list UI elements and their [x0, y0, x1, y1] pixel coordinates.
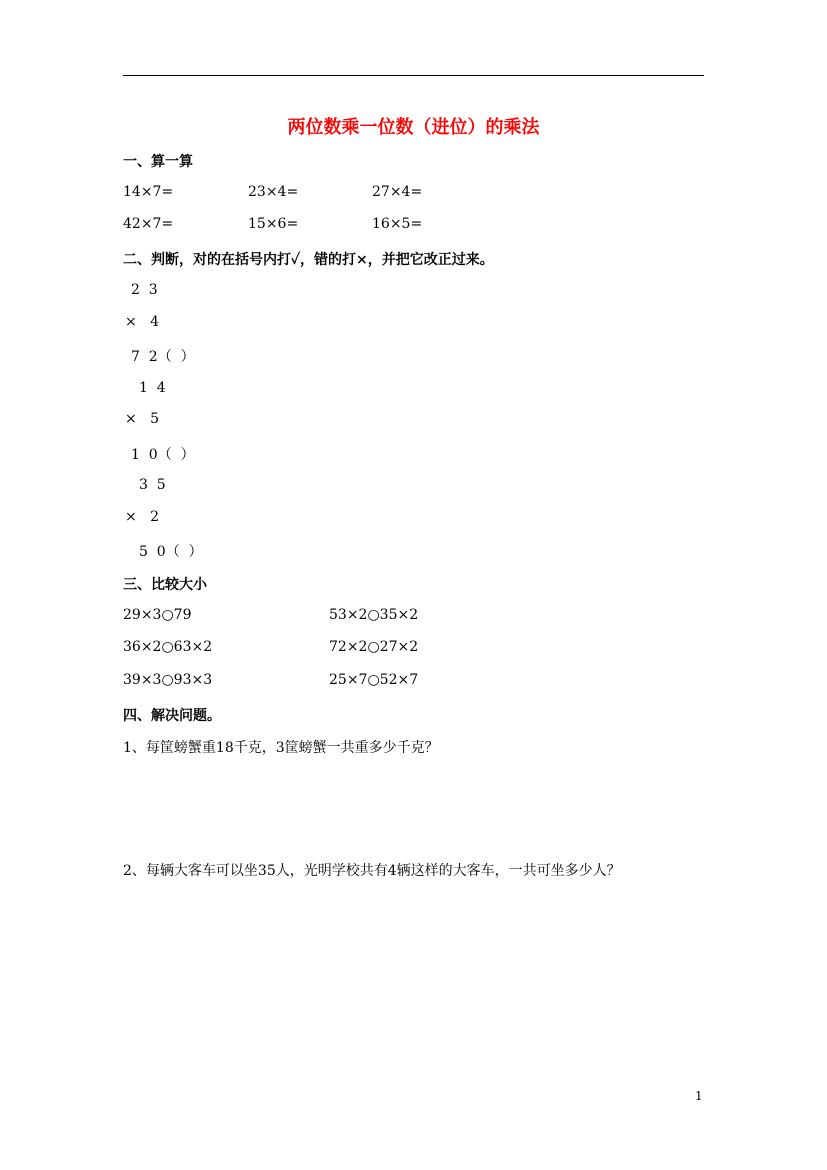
vertical-result: 7 2（ ）	[131, 349, 195, 365]
arith-item: 15×6=	[248, 216, 299, 232]
word-problem: 2、每辆大客车可以坐35人，光明学校共有4辆这样的大客车，一共可坐多少人？	[123, 863, 621, 879]
compare-item: 72×2○27×2	[329, 639, 419, 655]
arith-item: 27×4=	[372, 184, 423, 200]
section-4-heading: 四、解决问题。	[123, 708, 221, 724]
section-2-heading: 二、判断，对的在括号内打✓，错的打×，并把它改正过来。	[123, 252, 494, 268]
vertical-result: 1 0（ ）	[131, 447, 195, 463]
compare-item: 29×3○79	[123, 607, 192, 623]
header-rule	[123, 75, 704, 76]
vertical-multiplier: × 5	[125, 411, 159, 427]
vertical-multiplier: × 2	[125, 509, 159, 525]
arith-item: 16×5=	[372, 216, 423, 232]
compare-item: 53×2○35×2	[329, 607, 419, 623]
vertical-result: 5 0（ ）	[139, 544, 203, 560]
word-problem: 1、每筐螃蟹重18千克，3筐螃蟹一共重多少千克？	[123, 740, 439, 756]
page-number: 1	[695, 1089, 703, 1103]
vertical-top: 3 5	[139, 477, 166, 493]
vertical-top: 2 3	[131, 282, 158, 298]
compare-item: 25×7○52×7	[329, 672, 419, 688]
arith-item: 23×4=	[248, 184, 299, 200]
compare-item: 39×3○93×3	[123, 672, 213, 688]
arith-item: 14×7=	[123, 184, 174, 200]
page-title: 两位数乘一位数（进位）的乘法	[287, 117, 540, 138]
compare-item: 36×2○63×2	[123, 639, 213, 655]
arith-item: 42×7=	[123, 216, 174, 232]
section-3-heading: 三、比较大小	[123, 577, 207, 593]
section-1-heading: 一、算一算	[123, 154, 193, 170]
vertical-top: 1 4	[139, 380, 166, 396]
vertical-multiplier: × 4	[125, 314, 159, 330]
